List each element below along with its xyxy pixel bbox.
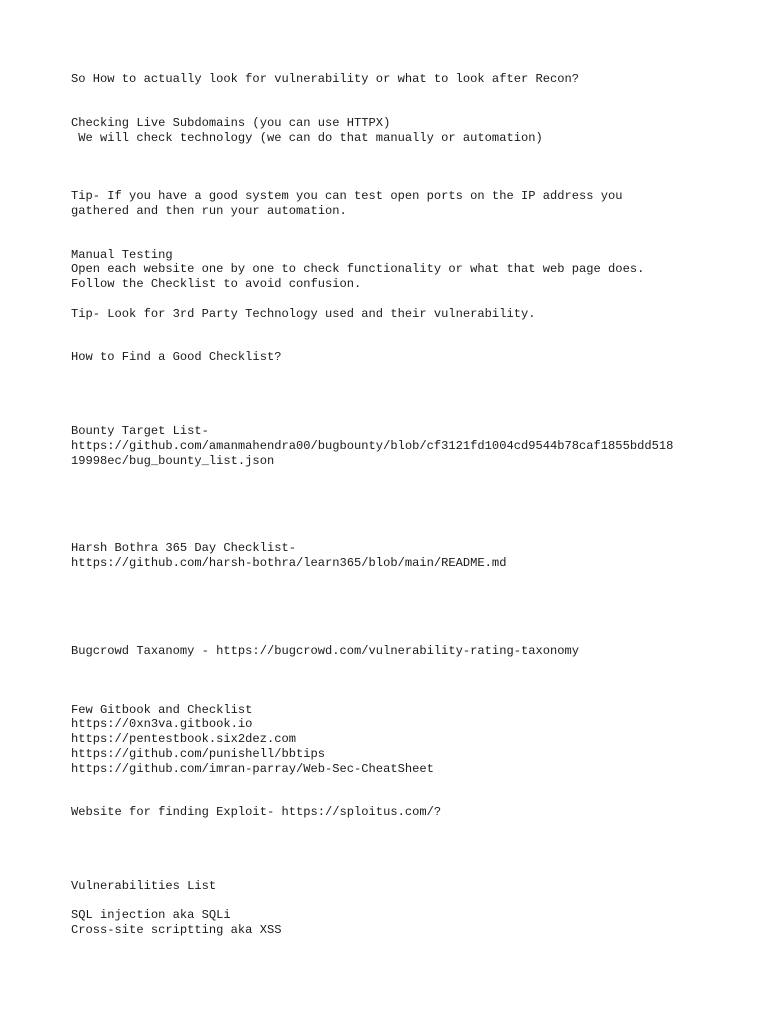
manual-testing-heading: Manual Testing: [71, 248, 173, 262]
gitbook-link: https://github.com/punishell/bbtips: [71, 747, 326, 761]
harsh-label: Harsh Bothra 365 Day Checklist-: [71, 541, 296, 555]
tip-third-party-line: Tip- Look for 3rd Party Technology used and their vulnerability.: [71, 307, 536, 321]
gitbook-link: https://0xn3va.gitbook.io: [71, 717, 253, 731]
vuln-list-item: Cross-site scriptting aka XSS: [71, 923, 282, 937]
tip-ports-line-2: gathered and then run your automation.: [71, 204, 347, 218]
manual-open-line: Open each website one by one to check functionality or what that web page does.: [71, 262, 645, 276]
bounty-url-line-1: https://github.com/amanmahendra00/bugbounty/blob/cf3121fd1004cd9544b78caf1855bdd518: [71, 439, 674, 453]
harsh-url: https://github.com/harsh-bothra/learn365/blob/main/README.md: [71, 556, 507, 570]
find-checklist-line: How to Find a Good Checklist?: [71, 350, 282, 364]
vuln-list-title: Vulnerabilities List: [71, 879, 217, 893]
vuln-list-item: SQL injection aka SQLi: [71, 908, 231, 922]
bounty-label: Bounty Target List-: [71, 424, 209, 438]
exploit-line: Website for finding Exploit- https://sploitus.com/?: [71, 805, 442, 819]
heading-line: So How to actually look for vulnerability or what to look after Recon?: [71, 72, 580, 86]
live-subdomains-line: Checking Live Subdomains (you can use HTTPX): [71, 116, 391, 130]
manual-follow-line: Follow the Checklist to avoid confusion.: [71, 277, 362, 291]
bugcrowd-line: Bugcrowd Taxanomy - https://bugcrowd.com/vulnerability-rating-taxonomy: [71, 644, 580, 658]
bounty-url-line-2: 19998ec/bug_bounty_list.json: [71, 454, 275, 468]
gitbook-link: https://pentestbook.six2dez.com: [71, 732, 296, 746]
check-technology-line: We will check technology (we can do that manually or automation): [71, 131, 543, 145]
gitbook-label: Few Gitbook and Checklist: [71, 703, 253, 717]
gitbook-link: https://github.com/imran-parray/Web-Sec-CheatSheet: [71, 762, 434, 776]
tip-ports-line-1: Tip- If you have a good system you can test open ports on the IP address you: [71, 189, 623, 203]
